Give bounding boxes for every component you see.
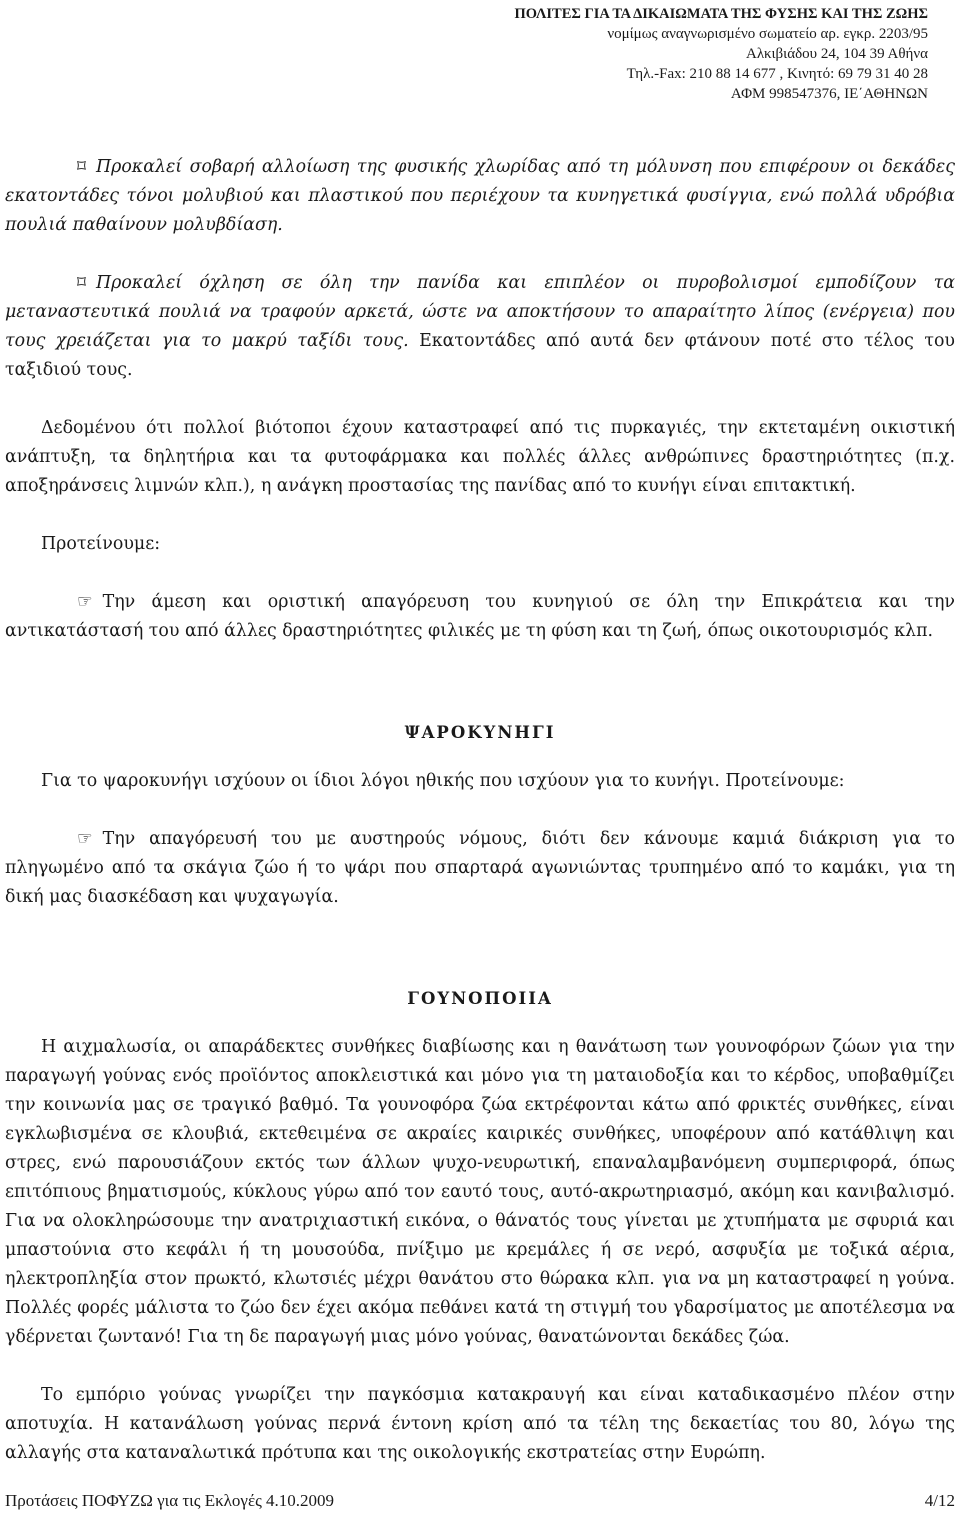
fur-paragraph-1: Η αιχμαλωσία, οι απαράδεκτες συνθήκες διαβίωσης και η θανάτωση των γουνοφόρων ζώων για την παραγωγή γούνας ενός προϊόντος αποκλειστικά και μόνο για τη ματαιοδοξία και το κέρδος, υποβαθμίζει την κοινωνία μας σε τραγικό βαθμό. Τα γουνοφόρα ζώα εκτρέφονται κάτω από φρικτές συνθήκες, είναι εγκλωβισμένα σε κλουβιά, εκτεθειμένα σε ακραίες καιρικές συνθήκες, υποφέρουν από κατάθλιψη και στρες, ενώ παρουσιάζουν εκτός των άλλων ψυχο-νευρωτική, επαναλαμβανόμενη συμπεριφορά, όπως επιτόπιους βηματισμούς, κύκλους γύρω από τον εαυτό τους, αυτό-ακρωτηριασμό, ακόμη και κανιβαλισμό. Για να ολοκληρώσουμε την ανατριχιαστική εικόνα, ο θάνατός τους γίνεται με χτυπήματα με σφυριά και μπαστούνια στο κεφάλι ή τη μουσούδα, πνίξιμο με κρεμάλες ή σε νερό, ασφυξία με τοξικά αέρια, ηλεκτροπληξία στον πρωκτό, κλωτσιές μέχρι θανάτου στο θώρακα κλπ. για να μη καταστραφεί η γούνα. Πολλές φορές μάλιστα το ζώο δεν έχει ακόμα πεθάνει κατά τη στιγμή του γδαρσίματος με αποτέλεσμα να γδέρνεται ζωντανό! Για τη δε παραγωγή μιας μόνο γούνας, θανατώνονται δεκάδες ζώα. [5,1037,955,1347]
proposal-hunting-ban [5,588,955,646]
habitat-text: Δεδομένου ότι πολλοί βιότοποι έχουν καταστραφεί από τις πυρκαγιές, την εκτεταμένη οικιστική ανάπτυξη, τα δηλητήρια και τα φυτοφάρμακα και πολλές άλλες ανθρώπινες δραστηριότητες (π.χ. αποξηράνσεις λιμνών κλπ.), [5,418,955,496]
tax-line: ΑΦΜ 998547376, ΙΕ΄ΑΘΗΝΩΝ [730,86,928,102]
fur-paragraph-2: Το εμπόριο γούνας γνωρίζει την παγκόσμια κατακραυγή και είναι καταδικασμένο πλέον στην αποτυχία. Η κατανάλωση γούνας περνά έντονη κρίση από τα τέλη της δεκαετίας του 80, λόγω της αλλαγής στα καταναλωτικά πρότυπα και της οικολογικής εκστρατείας στην Ευρώπη. [5,1385,955,1463]
letterhead [515,4,929,104]
bullet-paragraph-pollution [5,153,955,240]
registration-line: νομίμως αναγνωρισμένο σωματείο αρ. εγκρ. 2203/95 [607,26,928,42]
habitat-conclusion: η ανάγκη προστασίας της πανίδας από το κυνήγι είναι επιτακτική. [260,476,856,496]
bullet-paragraph-disturbance [5,269,955,385]
footer-title: Προτάσεις ΠΟΦΥΖΩ για τις Εκλογές 4.10.2009 [5,1491,335,1510]
page-number: 4/12 [924,1491,955,1510]
habitat-paragraph [5,414,955,501]
bullet-text-italic: Προκαλεί όχληση σε όλη την πανίδα και επιπλέον οι πυροβολισμοί εμποδίζουν τα μεταναστευτικά πουλιά να τραφούν αρκετά, ώστε να αποκτήσουν το απαραίτητο λίπος (ενέργεια) που τους χρειάζεται για το μακρύ ταξίδι τους. [5,273,955,351]
pointer-bullet-icon: ⌑ [77,157,86,177]
document-body [5,153,955,1468]
section-title-fur: ΓΟΥΝΟΠΟΙΙΑ [407,989,553,1008]
proposal-text: Την απαγόρευσή του με αυστηρούς νόμους, διότι δεν κάνουμε καμιά διάκριση για το πληγωμένο από τα σκάγια ζώο ή το ψάρι που σπαρταρά αγωνιώντας τρυπημένο από το καμάκι, για τη δική μας διασκέδαση και ψυχαγωγία. [5,829,955,907]
phone-line: Τηλ.-Fax: 210 88 14 677 , Κινητό: 69 79 31 40 28 [626,66,928,82]
spearfishing-paragraph: Για το ψαροκυνήγι ισχύουν οι ίδιοι λόγοι ηθικής που ισχύουν για το κυνήγι. Προτείνουμε: [41,771,845,791]
page-footer [5,1491,955,1511]
address-line: Αλκιβιάδου 24, 104 39 Αθήνα [745,46,928,62]
hand-pointer-icon: ☞ [77,829,93,849]
section-title-spearfishing: ΨΑΡΟΚΥΝΗΓΙ [404,723,556,742]
propose-label: Προτείνουμε: [41,534,161,554]
proposal-spearfishing-ban [5,825,955,912]
pointer-bullet-icon: ⌑ [77,273,86,293]
hand-pointer-icon: ☞ [77,592,93,612]
proposal-text: Την άμεση και οριστική απαγόρευση του κυνηγιού σε όλη την Επικράτεια και την αντικατάστασή του από άλλες δραστηριότητες φιλικές με τη φύση και τη ζωή, όπως οικοτουρισμός κλπ. [5,592,955,641]
bullet-text-normal: Εκατοντάδες από αυτά δεν φτάνουν ποτέ στο τέλος του ταξιδιού τους. [5,331,955,380]
bullet-text: Προκαλεί σοβαρή αλλοίωση της φυσικής χλωρίδας από τη μόλυνση που επιφέρουν οι δεκάδες εκατοντάδες τόνοι μολυβιού και πλαστικού που περιέχουν τα κυνηγετικά φυσίγγια, ενώ πολλά υδρόβια πουλιά παθαίνουν μολυβδίαση. [5,157,955,235]
organization-name: ΠΟΛΙΤΕΣ ΓΙΑ ΤΑ ΔΙΚΑΙΩΜΑΤΑ ΤΗΣ ΦΥΣΗΣ ΚΑΙ ΤΗΣ ΖΩΗΣ [514,6,928,22]
